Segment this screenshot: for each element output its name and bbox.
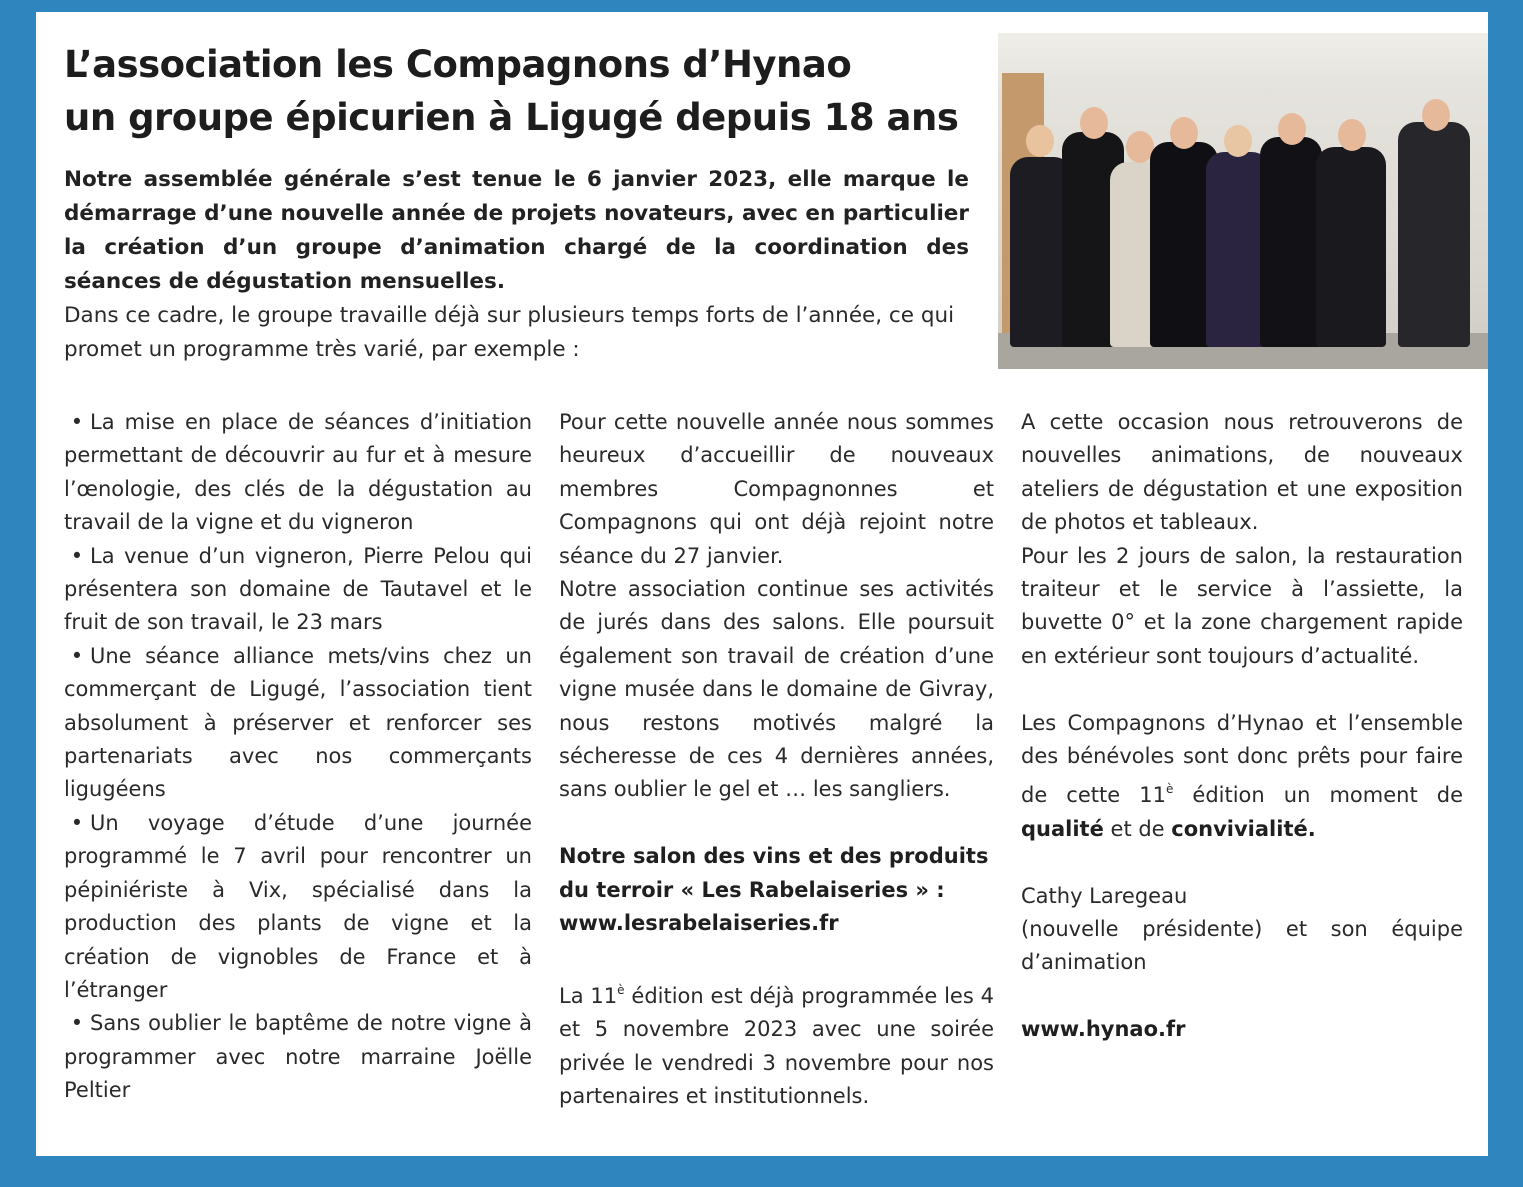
spacer [1021,673,1463,706]
signature-role: (nouvelle présidente) et son équipe d’animation [1021,917,1463,975]
website-link[interactable]: www.hynao.fr [1021,1017,1186,1042]
title-line-2: un groupe épicurien à Ligugé depuis 18 ans [64,96,959,139]
photo-person [1398,122,1470,347]
bullet-item: • Une séance alliance mets/vins chez un commerçant de Ligugé, l’association tient absolument à préserver et renforcer ses partenariats avec nos commerçants ligugéens [64,640,532,807]
photo-head [1338,119,1366,151]
bullet-dot: • [70,410,84,434]
spacer [1021,980,1463,1013]
article-title [64,38,1004,144]
paragraph: A cette occasion nous retrouverons de nouvelles animations, de nouveaux ateliers de dégustation et une exposition de photos et tableaux. [1021,410,1463,535]
column-1 [64,406,532,1108]
group-photo-icon [998,33,1488,369]
spacer [559,940,994,973]
lead-paragraph: Notre assemblée générale s’est tenue le 6 janvier 2023, elle marque le démarrage d’une nouvelle année de projets novateurs, avec en particulier la création d’un groupe d’animation chargé de la coordination des séances de dégustation mensuelles. [64,167,969,294]
photo-head [1026,125,1054,157]
bullet-dot: • [70,1011,84,1036]
salon-heading: Notre salon des vins et des produits du terroir « Les Rabelaiseries » : [559,844,989,902]
bullet-dot: • [70,643,84,668]
photo-wall [998,33,1488,93]
paragraph: Notre association continue ses activités de jurés dans des salons. Elle poursuit également son travail de création d’une vigne musée dans le domaine de Givray, nous restons motivés malgré la sécheresse de ces 4 dernières années, sans oublier le gel et … les sangliers. [559,577,994,802]
paragraph: La $11^è$ édition est déjà programmée les 4 et 5 novembre 2023 avec une soirée privée le vendredi 3 novembre pour nos partenaires et institutionnels. [559,982,995,1109]
photo-person [1316,147,1386,347]
spacer [1021,846,1463,879]
bullet-item: • Sans oublier le baptême de notre vigne à programmer avec notre marraine Joëlle Peltier [64,1007,532,1107]
paragraph: Pour cette nouvelle année nous sommes heureux d’accueillir de nouveaux membres Compagnonnes et Compagnons qui ont déjà rejoint notre séance du 27 janvier. [559,410,994,568]
bullet-item: • Un voyage d’étude d’une journée programmé le 7 avril pour rencontrer un pépiniériste à Vix, spécialisé dans la production des plants de vigne et la création de vignobles de France et à l’étranger [64,807,532,1007]
bullet-dot: • [70,810,84,835]
photo-head [1170,117,1198,149]
bullet-item: • La mise en place de séances d’initiation permettant de découvrir au fur et à mesure l’œnologie, des clés de la dégustation au travail de la vigne et du vigneron [64,406,532,540]
spacer [559,807,994,840]
column-3 [1021,406,1463,1047]
signature-name: Cathy Laregeau [1021,883,1188,908]
paragraph: Les Compagnons d’Hynao et l’ensemble des bénévoles sont donc prêts pour faire de cette $11^è$ édition un moment de qualité et de convivialité. [1021,710,1463,841]
photo-person [1260,137,1322,347]
bullet-item: • La venue d’un vigneron, Pierre Pelou qui présentera son domaine de Tautavel et le fruit de son travail, le 23 mars [64,540,532,640]
photo-head [1224,125,1252,157]
article-panel [36,12,1488,1156]
column-2 [559,406,994,1114]
intro-paragraph: Dans ce cadre, le groupe travaille déjà sur plusieurs temps forts de l’année, ce qui promet un programme très varié, par exemple : [64,303,955,362]
article-columns [64,406,1464,1146]
frame-top-border [0,0,1523,12]
bullet-dot: • [70,543,84,568]
photo-head [1080,107,1108,139]
photo-head [1422,99,1450,131]
salon-link[interactable]: www.lesrabelaiseries.fr [559,911,839,936]
paragraph: Pour les 2 jours de salon, la restauration traiteur et le service à l’assiette, la buvette 0° et la zone chargement rapide en extérieur sont toujours d’actualité. [1021,543,1463,668]
title-line-1: L’association les Compagnons d’Hynao [64,43,852,86]
photo-head [1278,113,1306,145]
